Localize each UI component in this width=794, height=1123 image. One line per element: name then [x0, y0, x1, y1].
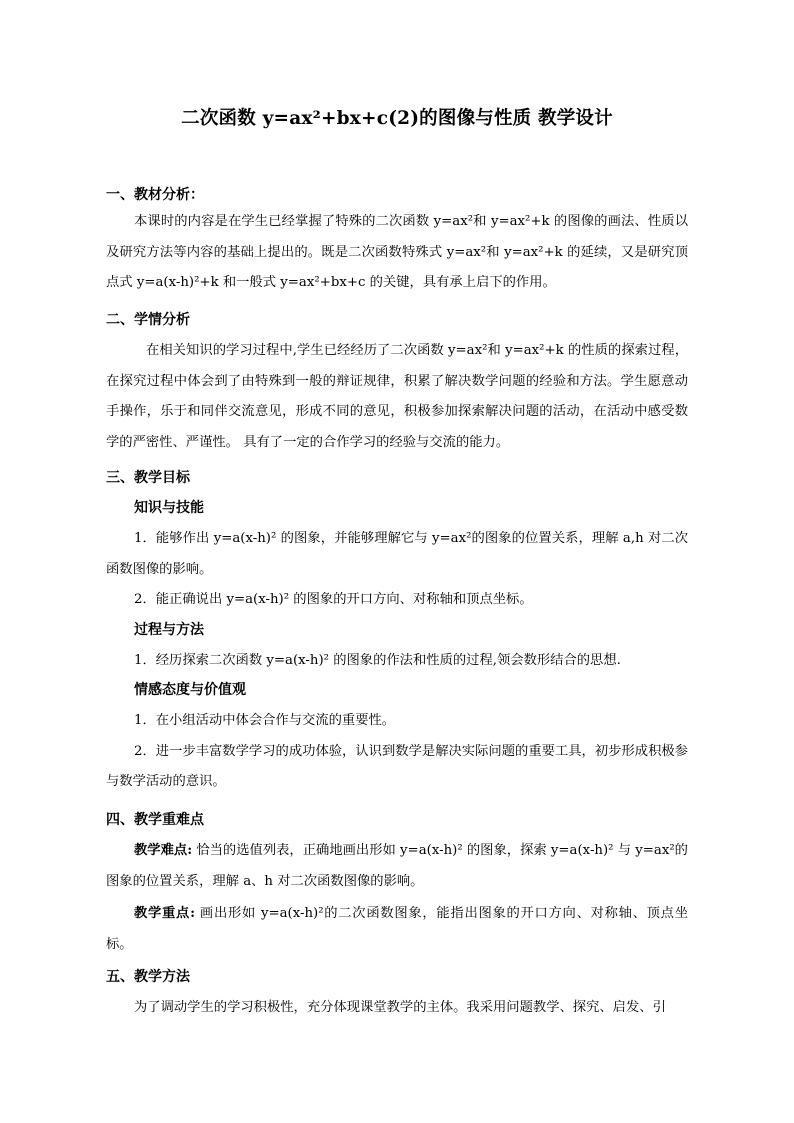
subheading-attitude: 情感态度与价值观 — [134, 682, 246, 698]
list-item: 2．能正确说出 y=a(x-h)² 的图象的开口方向、对称轴和顶点坐标。 — [134, 592, 533, 607]
section-student-analysis — [106, 308, 688, 458]
key-point-label: 教学重点: — [134, 906, 195, 921]
difficulty-paragraph — [106, 836, 688, 897]
subheading-knowledge: 知识与技能 — [134, 500, 204, 516]
section-teaching-method — [106, 965, 688, 1024]
key-point-text: 画出形如 y=a(x-h)²的二次函数图象，能指出图象的开口方向、对称轴、顶点坐标。 — [106, 906, 688, 952]
difficulty-label: 教学难点: — [134, 843, 193, 858]
section-paragraph: 为了调动学生的学习积极性，充分体现课堂教学的主体。我采用问题教学、探究、启发、引 — [134, 1000, 666, 1015]
key-point-paragraph — [106, 899, 688, 960]
section-teaching-objectives — [106, 466, 688, 798]
list-item: 2．进一步丰富数学学习的成功体验，认识到数学是解决实际问题的重要工具，初步形成积极参与数学活动的意识。 — [106, 743, 688, 789]
subheading-process: 过程与方法 — [134, 621, 204, 638]
list-item: 1．经历探索二次函数 y=a(x-h)² 的图象的作法和性质的过程,领会数形结合的思想. — [134, 652, 621, 668]
section-paragraph: 本课时的内容是在学生已经掌握了特殊的二次函数 y=ax²和 y=ax²+k 的图像的画法、性质以及研究方法等内容的基础上提出的。既是二次函数特殊式 y=ax²和 y=ax²+k 的延续，又是研究顶点式 y=a(x-h)²+k 和一般式 y=ax²+bx+c 的关键，具有承上启下的作用。 — [106, 214, 688, 290]
section-heading: 二、学情分析 — [106, 312, 190, 328]
list-item: 1．在小组活动中体会合作与交流的重要性。 — [134, 713, 396, 728]
difficulty-text: 恰当的选值列表，正确地画出形如 y=a(x-h)² 的图象，探索 y=a(x-h)² 与 y=ax²的图象的位置关系，理解 a、h 对二次函数图像的影响。 — [106, 843, 688, 889]
section-heading: 三、教学目标 — [106, 470, 190, 486]
section-heading: 一、教材分析： — [106, 187, 204, 203]
section-heading: 五、教学方法 — [106, 969, 190, 985]
section-heading: 四、教学重难点 — [106, 812, 204, 828]
section-key-difficult-points — [106, 808, 688, 960]
section-textbook-analysis — [106, 183, 688, 299]
section-paragraph: 在相关知识的学习过程中,学生已经经历了二次函数 y=ax²和 y=ax²+k 的性质的探索过程，在探究过程中体会到了由特殊到一般的辩证规律，积累了解决数学问题的经验和方法。学生愿意动手操作，乐于和同伴交流意见，形成不同的意见，积极参加探索解决问题的活动，在活动中感受数学的严密性、严谨性。 具有了一定的合作学习的经验与交流的能力。 — [106, 343, 688, 450]
document-title: 二次函数 y=ax²+bx+c(2)的图像与性质 教学设计 — [181, 108, 613, 129]
list-item: 1．能够作出 y=a(x-h)² 的图象，并能够理解它与 y=ax²的图象的位置关系，理解 a,h 对二次函数图像的影响。 — [106, 531, 688, 577]
